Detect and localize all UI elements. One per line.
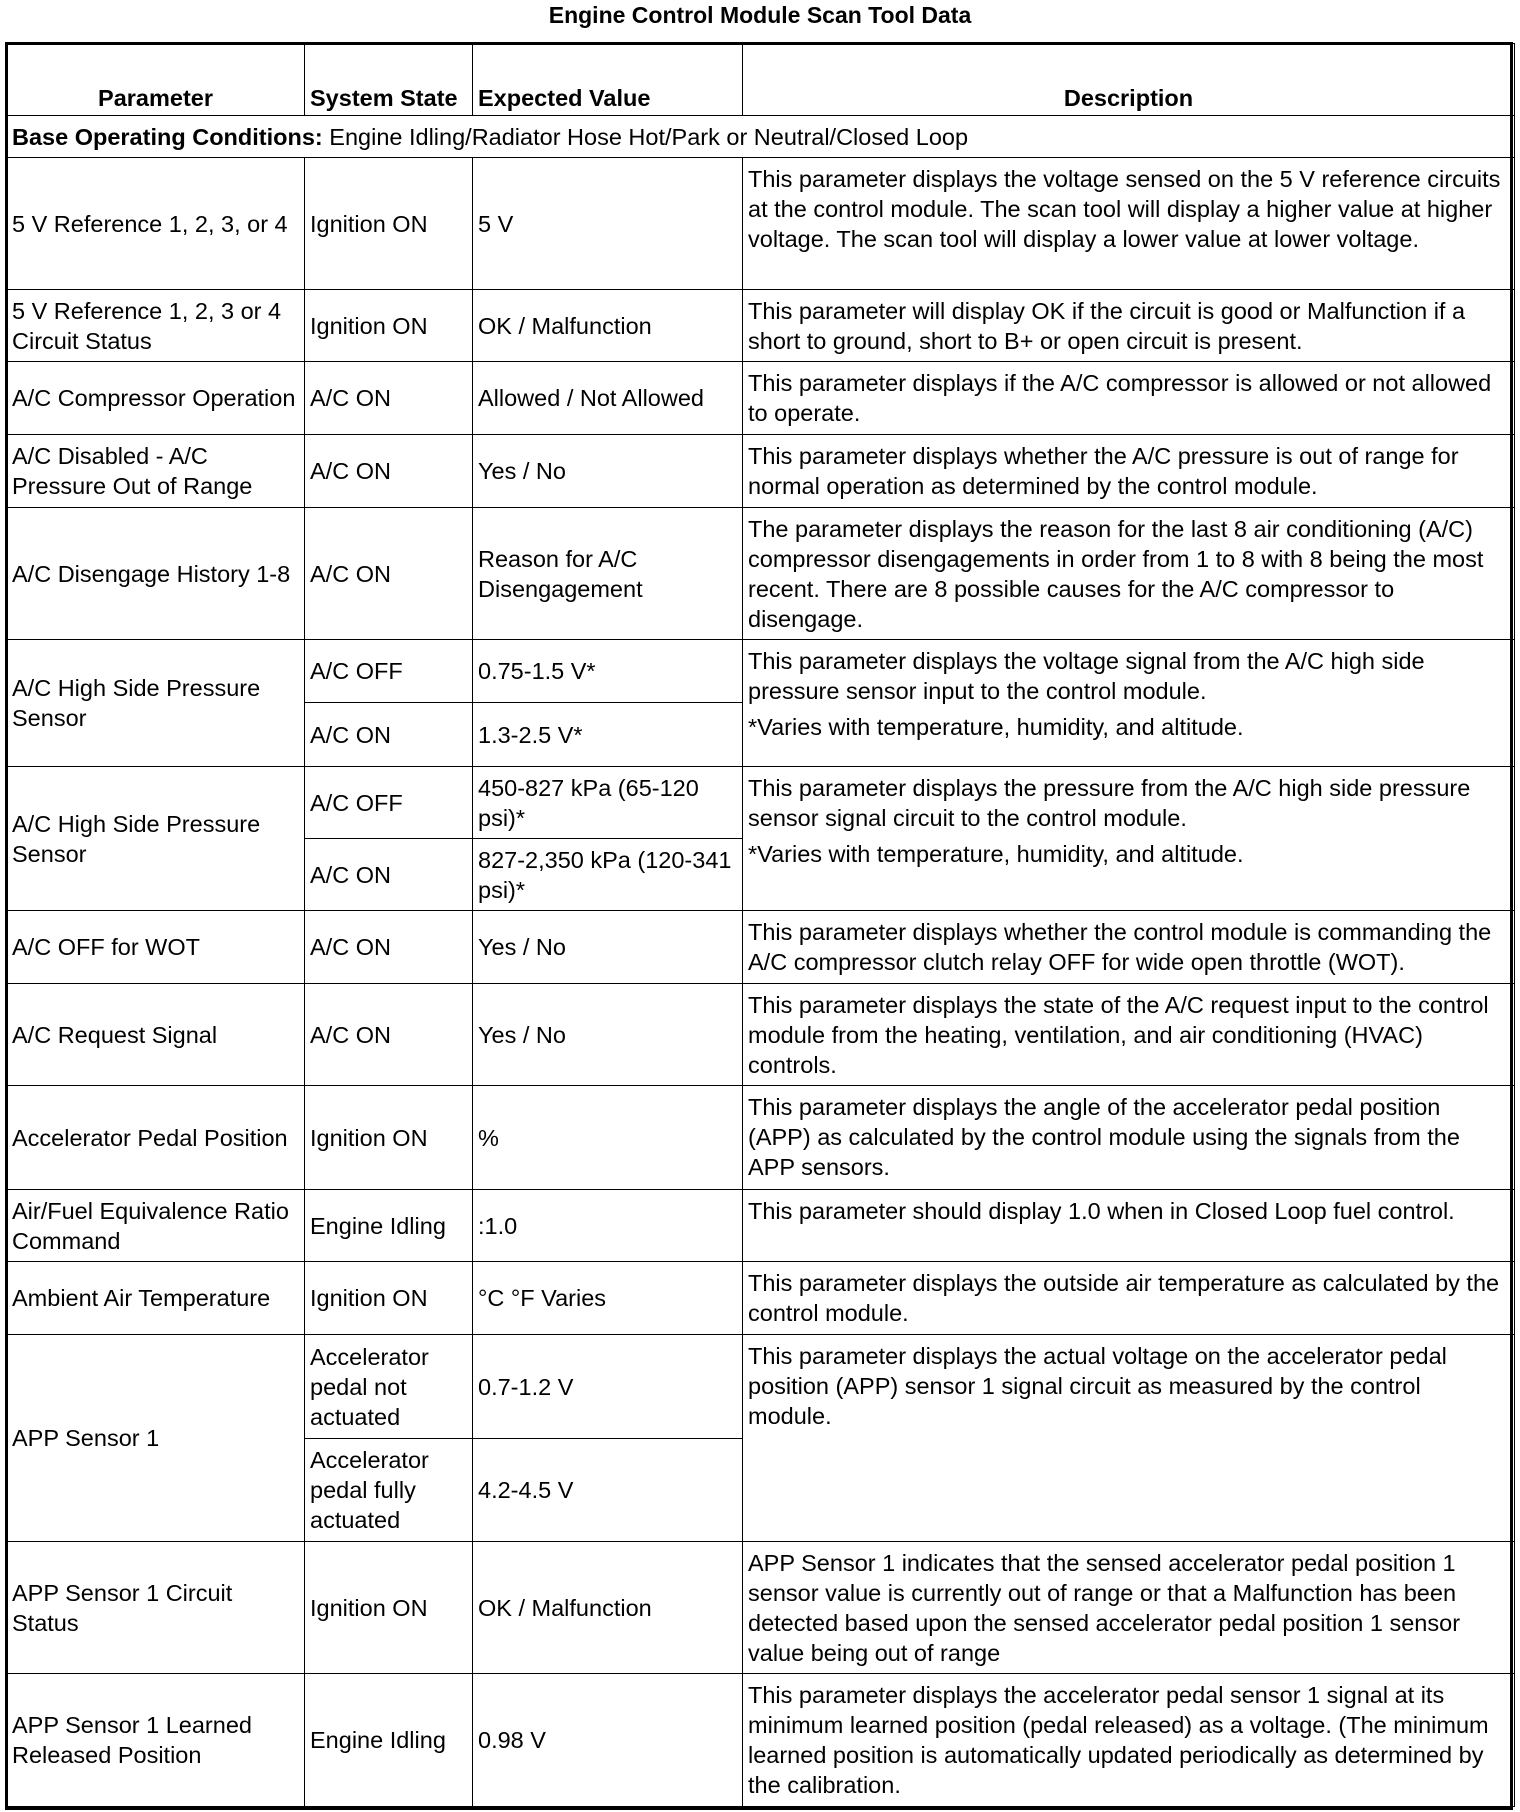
expected-value-cell: :1.0 <box>473 1190 743 1262</box>
system-state-cell: Accelerator pedal not actuated <box>305 1335 473 1439</box>
description-cell <box>743 640 1515 767</box>
system-state-cell: A/C ON <box>305 435 473 508</box>
system-state-cell: A/C ON <box>305 508 473 640</box>
expected-value-cell: Reason for A/C Disengagement <box>473 508 743 640</box>
expected-value-cell: Yes / No <box>473 435 743 508</box>
table-row <box>7 640 1515 703</box>
description-cell: This parameter displays if the A/C compressor is allowed or not allowed to operate. <box>743 362 1515 435</box>
description-cell: This parameter displays whether the A/C pressure is out of range for normal operation as determined by the control module. <box>743 435 1515 508</box>
table-row <box>7 1674 1515 1807</box>
description-cell <box>743 767 1515 911</box>
parameter-cell: 5 V Reference 1, 2, 3 or 4 Circuit Status <box>7 290 305 362</box>
description-cell: APP Sensor 1 indicates that the sensed accelerator pedal position 1 sensor value is currently out of range or that a Malfunction has been detected based upon the sensed accelerator pedal position 1 sensor value being out of range <box>743 1542 1515 1674</box>
system-state-cell: A/C OFF <box>305 767 473 839</box>
expected-value-cell: 0.7-1.2 V <box>473 1335 743 1439</box>
parameter-cell: A/C Disengage History 1-8 <box>7 508 305 640</box>
parameter-cell: Air/Fuel Equivalence Ratio Command <box>7 1190 305 1262</box>
parameter-cell: A/C Request Signal <box>7 984 305 1086</box>
parameter-cell: APP Sensor 1 Learned Released Position <box>7 1674 305 1807</box>
base-conditions-cell <box>7 116 1515 158</box>
table-row <box>7 767 1515 839</box>
system-state-cell: A/C ON <box>305 839 473 911</box>
parameter-cell: APP Sensor 1 <box>7 1335 305 1542</box>
parameter-cell: A/C Disabled - A/C Pressure Out of Range <box>7 435 305 508</box>
table-row <box>7 158 1515 290</box>
parameter-cell: Ambient Air Temperature <box>7 1262 305 1335</box>
description-text: This parameter displays the pressure from the A/C high side pressure sensor signal circuit to the control module. <box>748 775 1471 831</box>
table-row <box>7 1190 1515 1262</box>
parameter-cell: APP Sensor 1 Circuit Status <box>7 1542 305 1674</box>
description-note: *Varies with temperature, humidity, and altitude. <box>748 841 1244 867</box>
header-expected-value: Expected Value <box>473 44 743 116</box>
system-state-cell: Ignition ON <box>305 1542 473 1674</box>
table-row <box>7 911 1515 984</box>
description-cell: This parameter should display 1.0 when in Closed Loop fuel control. <box>743 1190 1515 1262</box>
description-cell: The parameter displays the reason for the last 8 air conditioning (A/C) compressor disengagements in order from 1 to 8 with 8 being the most recent. There are 8 possible causes for the A/C compressor to disengage. <box>743 508 1515 640</box>
description-spacer <box>748 706 1509 712</box>
description-cell: This parameter displays the angle of the accelerator pedal position (APP) as calculated by the control module using the signals from the APP sensors. <box>743 1086 1515 1190</box>
base-conditions-row <box>7 116 1515 158</box>
description-cell: This parameter displays the outside air temperature as calculated by the control module. <box>743 1262 1515 1335</box>
header-description: Description <box>743 44 1515 116</box>
table-row <box>7 508 1515 640</box>
expected-value-cell: OK / Malfunction <box>473 1542 743 1674</box>
expected-value-cell: Yes / No <box>473 911 743 984</box>
system-state-cell: Ignition ON <box>305 1262 473 1335</box>
expected-value-cell: Yes / No <box>473 984 743 1086</box>
expected-value-cell: OK / Malfunction <box>473 290 743 362</box>
header-system-state: System State <box>305 44 473 116</box>
parameter-cell: A/C High Side Pressure Sensor <box>7 640 305 767</box>
description-text: This parameter displays the voltage signal from the A/C high side pressure sensor input to the control module. <box>748 648 1425 704</box>
expected-value-cell: 1.3-2.5 V* <box>473 703 743 767</box>
parameter-cell: A/C Compressor Operation <box>7 362 305 435</box>
table-row <box>7 984 1515 1086</box>
expected-value-cell: % <box>473 1086 743 1190</box>
expected-value-cell: 5 V <box>473 158 743 290</box>
description-cell: This parameter displays the accelerator pedal sensor 1 signal at its minimum learned position (pedal released) as a voltage. (The minimum learned position is automatically updated periodically as determined by the calibration. <box>743 1674 1515 1807</box>
expected-value-cell: 0.75-1.5 V* <box>473 640 743 703</box>
parameter-cell: Accelerator Pedal Position <box>7 1086 305 1190</box>
table-header-row <box>7 44 1515 116</box>
description-note: *Varies with temperature, humidity, and altitude. <box>748 714 1244 740</box>
system-state-cell: A/C ON <box>305 984 473 1086</box>
system-state-cell: A/C ON <box>305 911 473 984</box>
table-row <box>7 1335 1515 1439</box>
system-state-cell: Ignition ON <box>305 290 473 362</box>
parameter-cell: A/C OFF for WOT <box>7 911 305 984</box>
system-state-cell: A/C ON <box>305 703 473 767</box>
description-cell: This parameter will display OK if the circuit is good or Malfunction if a short to ground, short to B+ or open circuit is present. <box>743 290 1515 362</box>
expected-value-cell: 0.98 V <box>473 1674 743 1807</box>
description-cell: This parameter displays the actual voltage on the accelerator pedal position (APP) sensor 1 signal circuit as measured by the control module. <box>743 1335 1515 1542</box>
description-spacer <box>748 833 1509 839</box>
header-parameter: Parameter <box>7 44 305 116</box>
parameter-cell: 5 V Reference 1, 2, 3, or 4 <box>7 158 305 290</box>
system-state-cell: Engine Idling <box>305 1674 473 1807</box>
base-conditions-label: Base Operating Conditions: <box>12 123 323 150</box>
scan-tool-data-table <box>6 43 1515 1807</box>
system-state-cell: A/C OFF <box>305 640 473 703</box>
page-title: Engine Control Module Scan Tool Data <box>548 2 972 28</box>
table-row <box>7 290 1515 362</box>
expected-value-cell: Allowed / Not Allowed <box>473 362 743 435</box>
system-state-cell: Accelerator pedal fully actuated <box>305 1439 473 1542</box>
description-cell: This parameter displays the voltage sensed on the 5 V reference circuits at the control module. The scan tool will display a higher value at higher voltage. The scan tool will display a lower value at lower voltage. <box>743 158 1515 290</box>
table-row <box>7 435 1515 508</box>
table-row <box>7 362 1515 435</box>
system-state-cell: Ignition ON <box>305 158 473 290</box>
description-cell: This parameter displays whether the control module is commanding the A/C compressor clutch relay OFF for wide open throttle (WOT). <box>743 911 1515 984</box>
system-state-cell: Engine Idling <box>305 1190 473 1262</box>
table-row <box>7 1262 1515 1335</box>
expected-value-cell: 827-2,350 kPa (120-341 psi)* <box>473 839 743 911</box>
description-cell: This parameter displays the state of the A/C request input to the control module from the heating, ventilation, and air conditioning (HVAC) controls. <box>743 984 1515 1086</box>
system-state-cell: Ignition ON <box>305 1086 473 1190</box>
table-row <box>7 1542 1515 1674</box>
expected-value-cell: 4.2-4.5 V <box>473 1439 743 1542</box>
table-row <box>7 1086 1515 1190</box>
expected-value-cell: °C °F Varies <box>473 1262 743 1335</box>
system-state-cell: A/C ON <box>305 362 473 435</box>
parameter-cell: A/C High Side Pressure Sensor <box>7 767 305 911</box>
base-conditions-text: Engine Idling/Radiator Hose Hot/Park or Neutral/Closed Loop <box>322 123 969 150</box>
expected-value-cell: 450-827 kPa (65-120 psi)* <box>473 767 743 839</box>
